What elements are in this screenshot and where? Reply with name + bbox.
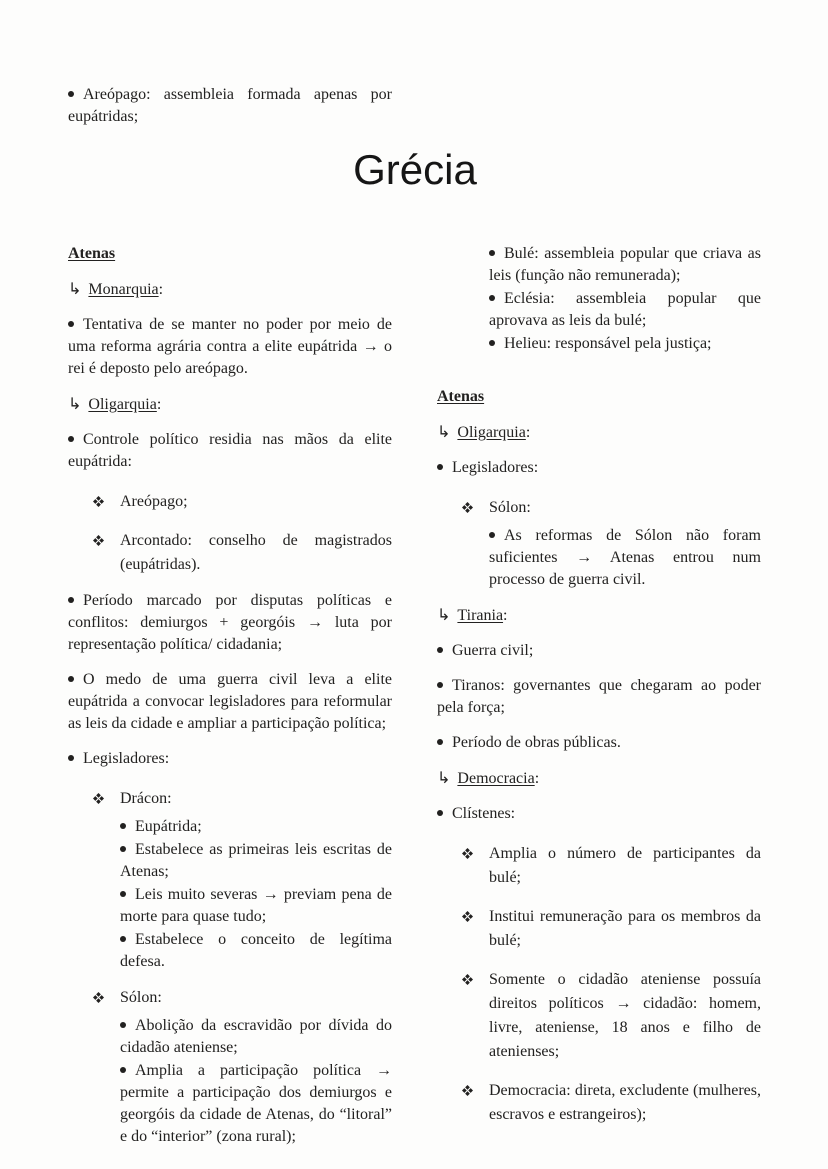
section-heading: Atenas [68, 245, 116, 262]
sub-bullet-item [68, 1060, 392, 1148]
bullet-item [437, 640, 761, 662]
item-text: Somente o cidadão ateniense possuía direitos políticos → cidadão: homem, livre, ateniense, 18 anos e filho de atenienses; [489, 971, 761, 1060]
item-text: Período de obras públicas. [452, 734, 621, 751]
sub-bullet-item [437, 288, 761, 332]
diamond-item [437, 842, 761, 890]
diamond-item [437, 1079, 761, 1127]
bullet-item [437, 803, 761, 825]
bullet-icon [120, 936, 126, 942]
subtopic-item: ↳ Monarquia: [68, 279, 164, 298]
bullet-icon [437, 682, 443, 688]
item-text: Drácon: [120, 790, 172, 807]
item-text: Leis muito severas → previam pena de morte para quase tudo; [120, 886, 392, 925]
bullet-item [68, 748, 392, 770]
bullet-icon [68, 597, 74, 603]
sub-bullet-item [437, 525, 761, 591]
diamond-icon [93, 793, 120, 811]
item-text: Estabelece o conceito de legítima defesa. [120, 931, 392, 970]
bullet-item [437, 732, 761, 754]
item-text: Tiranos: governantes que chegaram ao poder pela força; [437, 677, 761, 716]
bullet-item [68, 429, 392, 473]
branch-arrow-icon: ↳ [437, 422, 451, 441]
item-text: Controle político residia nas mãos da elite eupátrida: [68, 431, 392, 470]
bullet-icon [120, 891, 126, 897]
branch-arrow-icon: ↳ [68, 279, 82, 298]
bullet-icon [489, 295, 495, 301]
diamond-icon [93, 496, 120, 514]
bullet-icon [489, 250, 495, 256]
bullet-icon [437, 464, 443, 470]
subtopic-item: ↳ Oligarquia: [437, 422, 531, 441]
diamond-icon [462, 1085, 489, 1127]
item-text: Guerra civil; [452, 642, 534, 659]
item-text: Legisladores: [83, 750, 170, 767]
item-text: Sólon: [489, 499, 531, 516]
item-text: Estabelece as primeiras leis escritas de Atenas; [120, 841, 392, 880]
bullet-icon [120, 1022, 126, 1028]
subtopic-label: Oligarquia [457, 424, 526, 441]
bullet-icon [120, 823, 126, 829]
sub-bullet-item [68, 839, 392, 883]
bullet-icon [437, 647, 443, 653]
subtopic-label: Oligarquia [88, 396, 157, 413]
diamond-icon [462, 974, 489, 1064]
section-heading: Atenas [437, 388, 485, 405]
item-text: Clístenes: [452, 805, 516, 822]
diamond-item [68, 490, 392, 514]
document-columns [68, 243, 762, 1148]
bullet-icon [68, 321, 74, 327]
bullet-item [437, 457, 761, 479]
sub-bullet-item [437, 243, 761, 287]
item-text: Eupátrida; [135, 818, 202, 835]
bullet-icon [68, 676, 74, 682]
page-title: Grécia [353, 146, 477, 193]
diamond-icon [462, 848, 489, 890]
item-text: Amplia a participação política → permite a participação dos demiurgos e georgóis da cidade de Atenas, do “litoral” e do “interior” (zona rural); [120, 1062, 392, 1145]
diamond-icon [93, 535, 120, 577]
diamond-item [68, 529, 392, 577]
sub-bullet-item [68, 929, 392, 973]
bullet-icon [437, 810, 443, 816]
bullet-icon [68, 91, 74, 97]
left-column [68, 243, 392, 1148]
item-text: Arcontado: conselho de magistrados (eupátridas). [120, 532, 392, 573]
diamond-item [68, 986, 392, 1010]
item-text: Helieu: responsável pela justiça; [504, 335, 712, 352]
bullet-icon [437, 739, 443, 745]
bullet-item [68, 84, 392, 128]
diamond-icon [462, 911, 489, 953]
bullet-item [437, 675, 761, 719]
subtopic-label: Tirania [457, 607, 504, 624]
bullet-icon [120, 1067, 126, 1073]
item-text: Institui remuneração para os membros da bulé; [489, 908, 761, 949]
diamond-item [437, 905, 761, 953]
item-text: Tentativa de se manter no poder por meio de uma reforma agrária contra a elite eupátrida → o rei é deposto pelo areópago. [68, 316, 392, 377]
subtopic-item: ↳ Tirania: [437, 605, 508, 624]
bullet-icon [120, 846, 126, 852]
sub-bullet-item [68, 816, 392, 838]
branch-arrow-icon: ↳ [437, 768, 451, 787]
sub-bullet-item [68, 1015, 392, 1059]
item-text: O medo de uma guerra civil leva a elite eupátrida a convocar legisladores para reformular as leis da cidade e ampliar a participação política; [68, 671, 392, 732]
bullet-icon [68, 755, 74, 761]
diamond-icon [93, 992, 120, 1010]
item-text: Período marcado por disputas políticas e conflitos: demiurgos + georgóis → luta por representação política/ cidadania; [68, 592, 392, 653]
bullet-item [68, 314, 392, 380]
item-text: Amplia o número de participantes da bulé; [489, 845, 761, 886]
subtopic-item: ↳ Democracia: [437, 768, 540, 787]
bullet-item [68, 669, 392, 735]
item-text: Sólon: [120, 989, 162, 1006]
bullet-icon [68, 436, 74, 442]
diamond-item [437, 968, 761, 1064]
diamond-item [68, 787, 392, 811]
right-column [437, 243, 761, 1148]
sub-bullet-item [68, 884, 392, 928]
item-text: Areópago; [120, 493, 188, 510]
item-text: As reformas de Sólon não foram suficientes → Atenas entrou num processo de guerra civil. [489, 527, 761, 588]
bullet-icon [489, 532, 495, 538]
bullet-icon [489, 340, 495, 346]
sub-bullet-item [437, 333, 761, 355]
subtopic-item: ↳ Oligarquia: [68, 394, 162, 413]
item-text: Democracia: direta, excludente (mulheres, escravos e estrangeiros); [489, 1082, 761, 1123]
branch-arrow-icon: ↳ [68, 394, 82, 413]
item-text: Eclésia: assembleia popular que aprovava as leis da bulé; [489, 290, 761, 329]
diamond-icon [462, 502, 489, 520]
item-text: Bulé: assembleia popular que criava as leis (função não remunerada); [489, 245, 761, 284]
item-text: Areópago: assembleia formada apenas por eupátridas; [68, 86, 392, 125]
item-text: Abolição da escravidão por dívida do cidadão ateniense; [120, 1017, 392, 1056]
bullet-item [68, 590, 392, 656]
branch-arrow-icon: ↳ [437, 605, 451, 624]
subtopic-label: Democracia [457, 770, 535, 787]
diamond-item [437, 496, 761, 520]
item-text: Legisladores: [452, 459, 539, 476]
subtopic-label: Monarquia [88, 281, 159, 298]
